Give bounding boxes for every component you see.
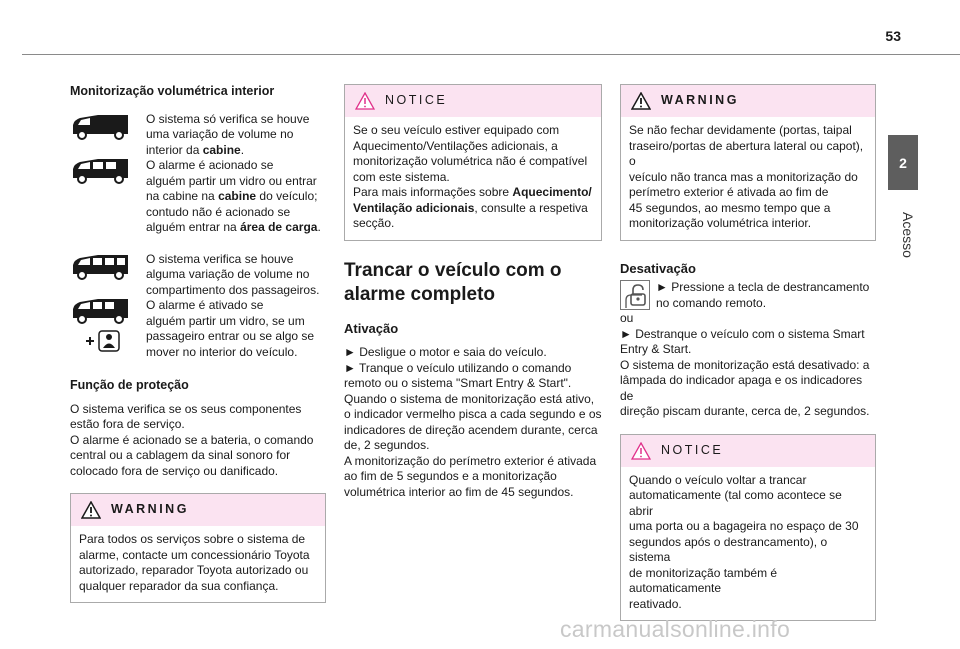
section-title-protection: Função de proteção [70,378,189,392]
cabin-icons [70,112,140,236]
section-heading-lock-alarm [344,259,602,307]
warning-box-service [70,493,326,603]
text-line: passageiro entrar ou se algo se [146,329,315,343]
column-middle [344,84,602,500]
warning-triangle-icon [81,501,101,519]
text-line: Se o seu veículo estiver equipado com [353,123,560,137]
van-cabin-icon [70,156,132,186]
notice-header [345,85,601,117]
text-line: traseiro/portas de abertura lateral ou capot), o [629,138,864,168]
column-right [620,84,876,621]
van-cargo-icon [70,112,132,142]
chapter-title: Acesso [900,212,916,258]
text-line: O alarme é acionado se a bateria, o comando [70,432,314,447]
text-line: O sistema de monitorização está desativado: a [620,357,870,372]
text-line: Para mais informações sobre Aquecimento/ [353,185,592,199]
notice-header [621,435,875,467]
cabin-description [146,112,326,236]
text-line: uma porta ou a bagageira no espaço de 30 [629,519,859,533]
notice-body [345,117,601,240]
heading-line: Trancar o veículo com o [344,259,562,281]
unlock-instruction [620,280,876,311]
text-line: direção piscam durante, cerca de, 2 segundos. [620,404,870,418]
text-line: secção. [353,216,395,230]
section-title-activation: Ativação [344,320,399,336]
notice-title: NOTICE [661,442,724,457]
warning-body [71,526,325,602]
warning-title: WARNING [661,93,739,108]
text-line: volumétrica interior ao fim de 45 segundos. [344,484,574,499]
section-title-volumetric: Monitorização volumétrica interior [70,84,275,98]
text-line: compartimento dos passageiros. [146,282,320,297]
heading-line: alarme completo [344,283,495,305]
text-line: remoto ou o sistema "Smart Entry & Start". [344,376,572,390]
text-line: O alarme é acionado se [146,158,274,172]
text-line: Aquecimento/Ventilações adicionais, a [353,138,558,153]
text-line: com este sistema. [353,169,450,184]
text-line: alguém partir um vidro ou entrar [146,173,317,188]
cabin-monitoring-block [70,112,326,236]
chapter-tab[interactable] [888,135,918,190]
notice-triangle-icon [631,442,651,460]
text-line: ► Pressione a tecla de destrancamento [656,280,870,294]
passenger-description [146,252,326,361]
text-line: mover no interior do veículo. [146,344,298,359]
warning-body [621,117,875,240]
chapter-number: 2 [899,154,907,171]
text-line: Se não fechar devidamente (portas, taipal [629,123,852,137]
text-line: ao fim de 5 segundos e a monitorização [344,469,557,483]
text-line: estão fora de serviço. [70,417,185,431]
warning-title: WARNING [111,502,189,517]
text-line: segundos após o destrancamento), o sistema [629,534,828,564]
text-line: Ventilação adicionais, consulte a respetiva [353,200,588,215]
text-line: Quando o sistema de monitorização está ativo, [344,391,595,406]
text-line: alguém partir um vidro, se um [146,313,305,328]
text-line: alarme, contacte um concessionário Toyota [79,547,310,562]
column-left [70,84,326,603]
text-line: monitorização volumétrica não é compatível [353,154,588,168]
notice-box-heating [344,84,602,241]
text-line: interior da cabine. [146,142,245,157]
section-title-deactivation: Desativação [620,260,696,276]
text-line: O alarme é ativado se [146,298,264,312]
text-line: alguma variação de volume no [146,267,310,281]
text-line: O sistema verifica se os seus componentes [70,401,302,416]
van-passenger-alt-icon [70,296,132,326]
text-line: autorizado, reparador Toyota autorizado ou [79,563,309,577]
unlock-key-icon [620,280,650,310]
text-line: ou [620,311,634,325]
warning-header [621,85,875,117]
text-line: contudo não é acionado se [146,204,291,219]
add-passenger-alarm-icon [84,330,124,352]
protection-description [70,402,326,480]
text-line: O sistema verifica se houve [146,251,294,266]
notice-triangle-icon [355,92,375,110]
text-line: qualquer reparador da sua confiança. [79,578,279,593]
warning-box-closing [620,84,876,241]
warning-header [71,494,325,526]
text-line: no comando remoto. [656,295,767,310]
notice-body [621,467,875,621]
text-line: ► Destranque o veículo com o sistema Smart [620,326,865,341]
text-line: O sistema só verifica se houve [146,111,310,126]
text-line: central ou a cablagem da sinal sonoro for [70,448,291,462]
watermark: carmanualsonline.info [560,616,791,642]
text-line: ► Desligue o motor e saia do veículo. [344,345,547,359]
activation-description [344,345,602,500]
header-rule [22,54,960,55]
passenger-icons [70,252,140,361]
page-number: 53 [885,28,901,44]
text-line: indicadores de direção acendem durante, cerca [344,422,598,437]
text-line: de, 2 segundos. [344,438,430,452]
text-line: A monitorização do perímetro exterior é ativada [344,453,597,468]
text-line: uma variação de volume no [146,127,294,141]
deactivation-description [620,311,876,420]
text-line: Quando o veículo voltar a trancar [629,472,807,487]
warning-triangle-icon [631,92,651,110]
text-line: o indicador vermelho pisca a cada segundo e os [344,407,602,421]
text-line: colocado fora de serviço ou danificado. [70,463,279,478]
text-line: ► Tranque o veículo utilizando o comando [344,360,572,375]
text-line: Entry & Start. [620,342,692,356]
notice-box-relock [620,434,876,622]
text-line: alguém entrar na área de carga. [146,220,321,234]
text-line: reativado. [629,596,682,611]
text-line: na cabine na cabine do veículo; [146,189,318,203]
text-line: veículo não tranca mas a monitorização do [629,169,858,184]
text-line: 45 segundos, ao mesmo tempo que a [629,200,831,215]
text-line: automaticamente (tal como acontece se abrir [629,488,842,518]
text-line: lâmpada do indicador apaga e os indicadores de [620,373,863,403]
text-line: de monitorização também é automaticamente [629,565,778,595]
text-line: monitorização volumétrica interior. [629,216,812,230]
unlock-text [656,280,869,311]
notice-title: NOTICE [385,93,448,108]
text-line: perímetro exterior é ativada ao fim de [629,185,829,199]
van-passenger-icon [70,252,132,282]
passenger-monitoring-block [70,252,326,361]
text-line: Para todos os serviços sobre o sistema de [79,532,306,546]
